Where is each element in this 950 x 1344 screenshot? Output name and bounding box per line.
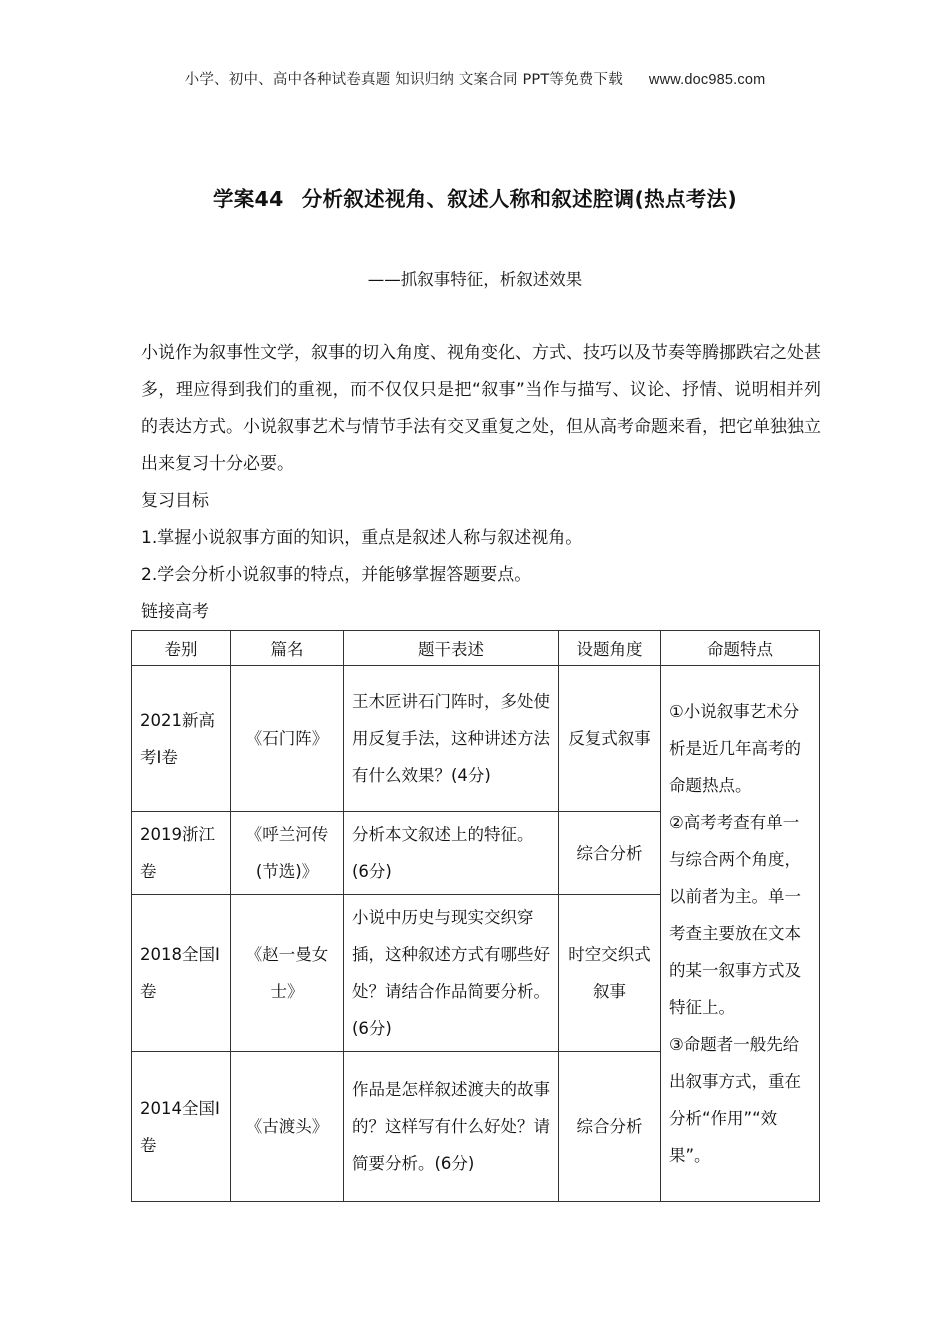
- cell-angle: 反复式叙事: [559, 666, 661, 812]
- goal-item-1: 1.掌握小说叙事方面的知识，重点是叙述人称与叙述视角。: [141, 528, 583, 548]
- header-site[interactable]: www.doc985.com: [648, 72, 766, 88]
- feature-3: ③命题者一般先给出叙事方式，重在分析“作用”“效果”。: [669, 1035, 801, 1165]
- cell-features: [661, 666, 820, 1202]
- header-title: 篇名: [231, 631, 344, 666]
- cell-exam: 2018全国Ⅰ卷: [132, 895, 231, 1052]
- exam-link-table: [131, 630, 820, 1202]
- cell-angle: 综合分析: [559, 1052, 661, 1202]
- cell-question: 分析本文叙述上的特征。(6分): [344, 812, 559, 895]
- goal-item-2: 2.学会分析小说叙事的特点，并能够掌握答题要点。: [141, 565, 532, 585]
- cell-angle: 时空交织式叙事: [559, 895, 661, 1052]
- cell-question: 作品是怎样叙述渡夫的故事的？这样写有什么好处？请简要分析。(6分): [344, 1052, 559, 1202]
- cell-exam: 2014全国Ⅰ卷: [132, 1052, 231, 1202]
- table-row: [132, 666, 820, 812]
- link-heading: 链接高考: [141, 602, 209, 622]
- table-header-row: [132, 631, 820, 666]
- feature-1: ①小说叙事艺术分析是近几年高考的命题热点。: [669, 702, 801, 795]
- cell-exam: 2019浙江卷: [132, 812, 231, 895]
- header-exam: 卷别: [132, 631, 231, 666]
- cell-exam: 2021新高考Ⅰ卷: [132, 666, 231, 812]
- header-angle: 设题角度: [559, 631, 661, 666]
- title-text: 分析叙述视角、叙述人称和叙述腔调(热点考法): [301, 187, 738, 211]
- header-text: 小学、初中、高中各种试卷真题 知识归纳 文案合同 PPT等免费下载: [184, 72, 623, 88]
- goals-heading: 复习目标: [141, 491, 209, 511]
- body-section: [141, 335, 821, 631]
- cell-angle: 综合分析: [559, 812, 661, 895]
- cell-question: 小说中历史与现实交织穿插，这种叙述方式有哪些好处？请结合作品简要分析。(6分): [344, 895, 559, 1052]
- intro-paragraph: 小说作为叙事性文学，叙事的切入角度、视角变化、方式、技巧以及节奏等腾挪跌宕之处甚多，理应得到我们的重视，而不仅仅只是把“叙事”当作与描写、议论、抒情、说明相并列的表达方式。小说叙事艺术与情节手法有交叉重复之处，但从高考命题来看，把它单独独立出来复习十分必要。: [141, 343, 821, 474]
- cell-question: 王木匠讲石门阵时，多处使用反复手法，这种讲述方法有什么效果？(4分): [344, 666, 559, 812]
- page-subtitle: ——抓叙事特征，析叙述效果: [367, 270, 583, 289]
- header-question: 题干表述: [344, 631, 559, 666]
- feature-2: ②高考考查有单一与综合两个角度，以前者为主。单一考查主要放在文本的某一叙事方式及特征上。: [669, 813, 801, 1017]
- cell-title: 《呼兰河传(节选)》: [231, 812, 344, 895]
- cell-title: 《赵一曼女士》: [231, 895, 344, 1052]
- title-code: 学案44: [212, 187, 284, 211]
- header-features: 命题特点: [661, 631, 820, 666]
- cell-title: 《石门阵》: [231, 666, 344, 812]
- page-header: [0, 68, 950, 89]
- cell-title: 《古渡头》: [231, 1052, 344, 1202]
- page-title: [0, 182, 950, 212]
